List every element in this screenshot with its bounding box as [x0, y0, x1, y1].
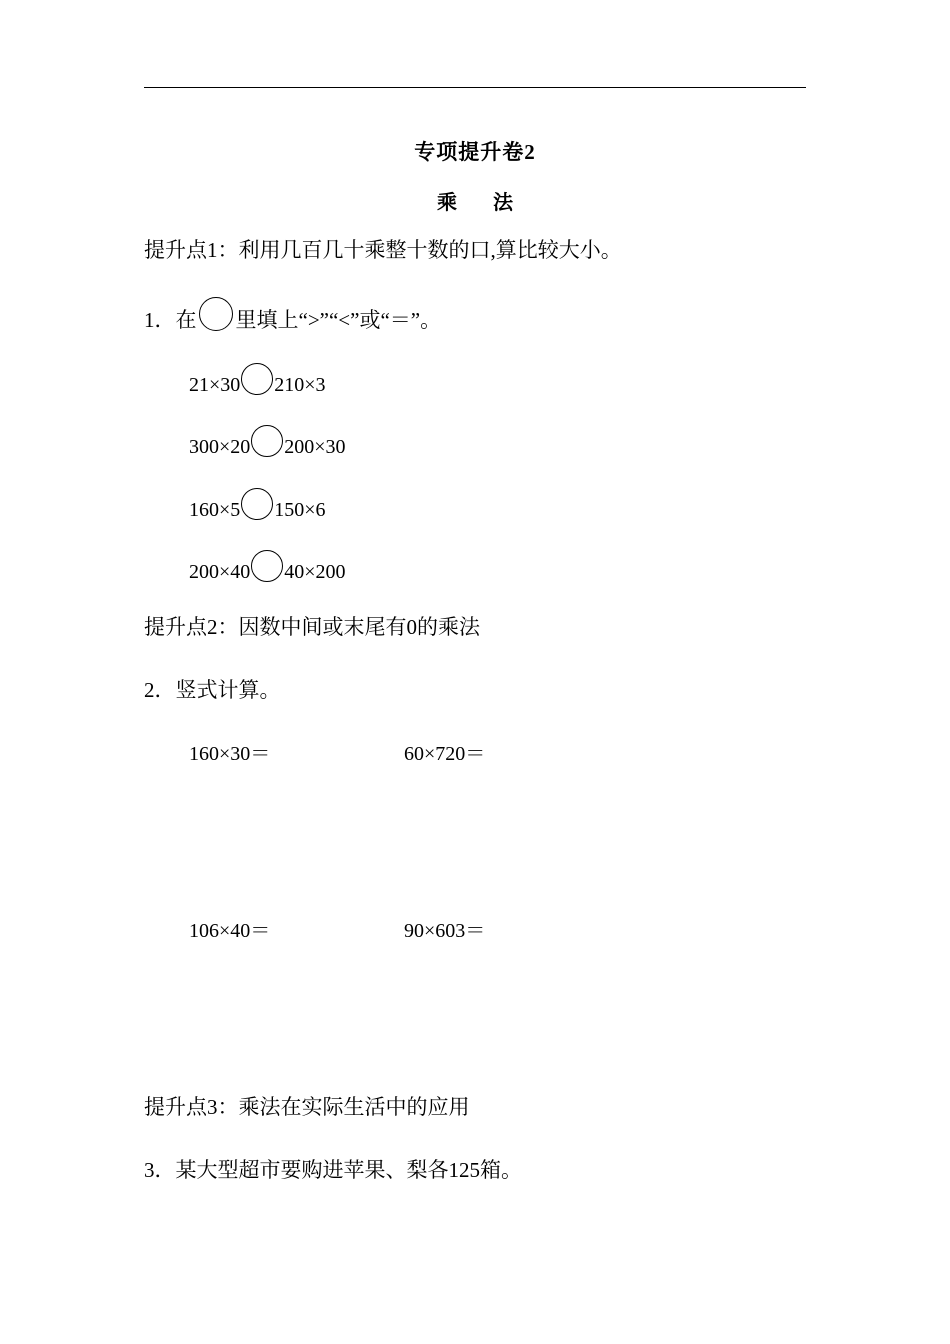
compare-row-3 [189, 488, 326, 524]
compare-right: 210×3 [274, 374, 326, 396]
compare-right: 40×200 [284, 561, 346, 583]
compare-left: 21×30 [189, 374, 241, 396]
point-3-heading: 提升点3：乘法在实际生活中的应用 [144, 1095, 470, 1119]
compare-left: 200×40 [189, 561, 251, 583]
page-title: 专项提升卷2 [414, 140, 536, 164]
subtitle-char-2: 法 [493, 192, 513, 214]
question-1-pre: 在 [175, 308, 197, 332]
subtitle-char-1: 乘 [437, 192, 457, 214]
answer-circle[interactable] [251, 550, 283, 582]
compare-row-2 [189, 425, 346, 461]
compare-right: 150×6 [274, 499, 326, 521]
answer-circle[interactable] [251, 425, 283, 457]
point-2-heading: 提升点2：因数中间或末尾有0的乘法 [144, 615, 480, 639]
calc-item-1: 160×30＝ [189, 743, 271, 765]
question-1-post: 里填上“>”“<”或“＝”。 [235, 308, 442, 332]
calc-item-3: 106×40＝ [189, 920, 271, 942]
question-1-number: 1． [144, 308, 176, 332]
compare-right: 200×30 [284, 436, 346, 458]
header-rule [144, 87, 806, 88]
compare-row-4 [189, 550, 346, 586]
point-1-heading: 提升点1：利用几百几十乘整十数的口,算比较大小。 [144, 238, 622, 262]
question-1 [144, 297, 441, 334]
compare-left: 300×20 [189, 436, 251, 458]
question-3: 3．某大型超市要购进苹果、梨各125箱。 [144, 1158, 522, 1182]
answer-circle[interactable] [241, 488, 273, 520]
compare-left: 160×5 [189, 499, 241, 521]
question-2: 2．竖式计算。 [144, 678, 281, 702]
compare-row-1 [189, 363, 326, 399]
calc-item-4: 90×603＝ [404, 920, 486, 942]
calc-item-2: 60×720＝ [404, 743, 486, 765]
answer-circle[interactable] [241, 363, 273, 395]
circle-icon [199, 297, 233, 331]
section-subtitle [0, 186, 950, 215]
